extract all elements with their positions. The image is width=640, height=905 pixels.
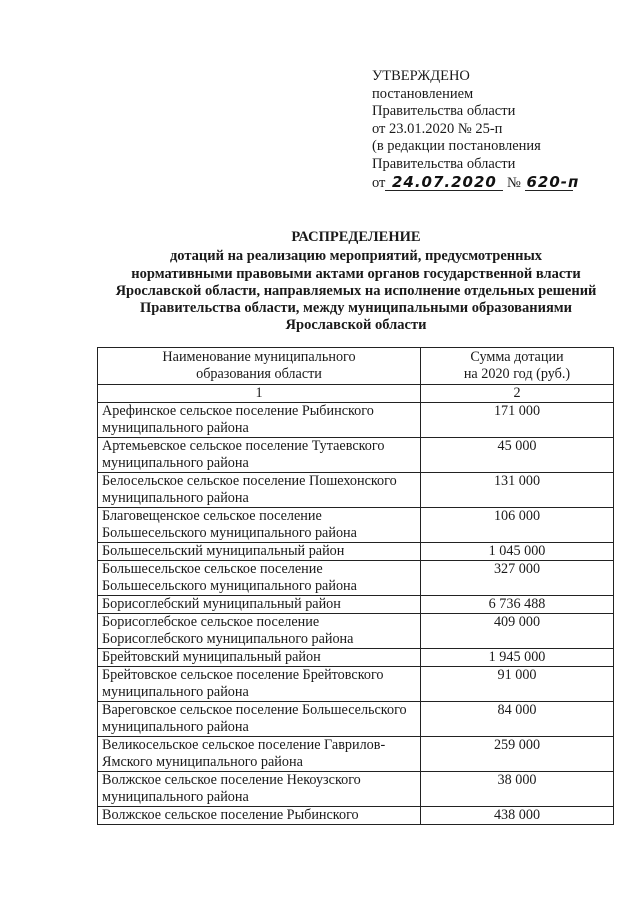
table-row [98, 561, 614, 596]
table-row [98, 438, 614, 473]
row-amount: 409 000 [421, 614, 614, 649]
row-name: Брейтовское сельское поселение Брейтовского муниципального района [98, 667, 421, 702]
distribution-table [97, 347, 614, 825]
approval-date-line [372, 174, 622, 193]
handwritten-number: 620-п [526, 172, 580, 191]
row-name: Брейтовский муниципальный район [98, 649, 421, 667]
row-name: Большесельское сельское поселение Большесельского муниципального района [98, 561, 421, 596]
row-amount: 1 945 000 [421, 649, 614, 667]
approval-line: (в редакции постановления [372, 138, 541, 155]
row-amount: 6 736 488 [421, 596, 614, 614]
row-amount: 38 000 [421, 772, 614, 807]
approval-line: от 23.01.2020 № 25-п [372, 120, 503, 137]
handwritten-date: 24.07.2020 [385, 174, 503, 191]
title-line: Ярославской области [285, 317, 427, 334]
row-amount: 327 000 [421, 561, 614, 596]
approval-line: Правительства области [372, 103, 516, 120]
column-number-row [98, 385, 614, 403]
column-number: 2 [421, 385, 614, 403]
row-name: Вареговское сельское поселение Большесельского муниципального района [98, 702, 421, 737]
row-amount: 45 000 [421, 438, 614, 473]
row-name: Волжское сельское поселение Рыбинского [98, 807, 421, 825]
row-name: Великосельское сельское поселение Гаврилов-Ямского муниципального района [98, 737, 421, 772]
table-row [98, 403, 614, 438]
table-row [98, 772, 614, 807]
approval-line: УТВЕРЖДЕНО [372, 68, 470, 84]
header-name-line: Наименование муниципального [162, 349, 356, 365]
row-name: Арефинское сельское поселение Рыбинского муниципального района [98, 403, 421, 438]
title-line: дотаций на реализацию мероприятий, предусмотренных [169, 248, 543, 265]
row-amount: 259 000 [421, 737, 614, 772]
row-amount: 438 000 [421, 807, 614, 825]
table-row [98, 508, 614, 543]
approval-stamp [372, 68, 622, 192]
column-number: 1 [98, 385, 421, 403]
header-amount-line: на 2020 год (руб.) [463, 366, 571, 382]
table-row [98, 667, 614, 702]
row-name: Борисоглебское сельское поселение Борисоглебского муниципального района [98, 614, 421, 649]
table-row [98, 596, 614, 614]
title-line: Правительства области, между муниципальными образованиями [139, 300, 573, 317]
table-row [98, 807, 614, 825]
row-name: Артемьевское сельское поселение Тутаевского муниципального района [98, 438, 421, 473]
table-row [98, 473, 614, 508]
row-amount: 131 000 [421, 473, 614, 508]
header-amount-line: Сумма дотации [470, 349, 564, 365]
row-name: Борисоглебский муниципальный район [98, 596, 421, 614]
title-line: нормативными правовыми актами органов государственной власти [131, 265, 581, 282]
table-row [98, 543, 614, 561]
table-row [98, 702, 614, 737]
document-title [96, 229, 616, 335]
row-name: Волжское сельское поселение Некоузского муниципального района [98, 772, 421, 807]
table-row [98, 649, 614, 667]
table-row [98, 737, 614, 772]
header-name [98, 348, 421, 385]
row-amount: 91 000 [421, 667, 614, 702]
header-amount [421, 348, 614, 385]
row-amount: 106 000 [421, 508, 614, 543]
header-name-line: образования области [196, 366, 322, 382]
row-name: Благовещенское сельское поселение Большесельского муниципального района [98, 508, 421, 543]
title-line: Ярославской области, направляемых на исполнение отдельных решений [115, 282, 597, 299]
row-name: Белосельское сельское поселение Пошехонского муниципального района [98, 473, 421, 508]
row-amount: 84 000 [421, 702, 614, 737]
approval-line: постановлением [372, 85, 474, 102]
table-header-row [98, 348, 614, 385]
date-prefix: от [372, 174, 386, 191]
number-prefix: № [507, 174, 521, 191]
approval-line: Правительства области [372, 155, 516, 172]
row-name: Большесельский муниципальный район [98, 543, 421, 561]
table-row [98, 614, 614, 649]
row-amount: 1 045 000 [421, 543, 614, 561]
title-heading: РАСПРЕДЕЛЕНИЕ [291, 229, 421, 245]
row-amount: 171 000 [421, 403, 614, 438]
